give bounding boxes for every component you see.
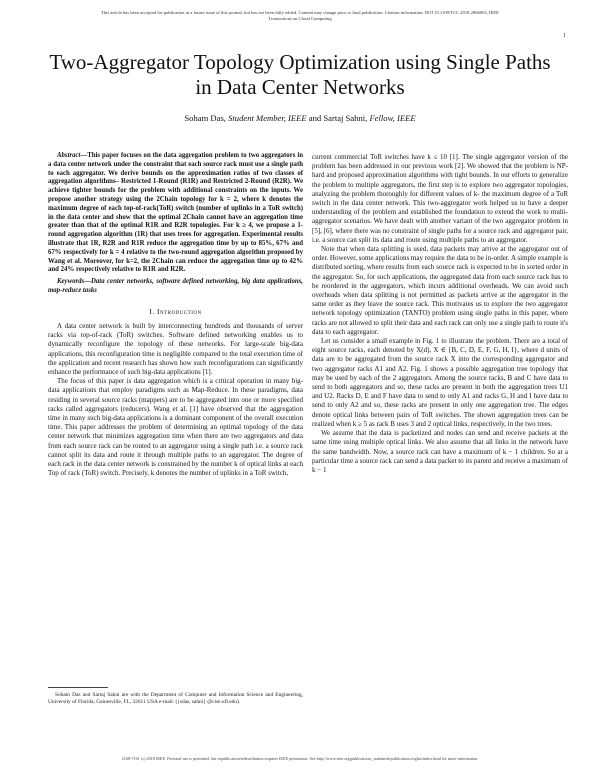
intro-paragraph-1: A data center network is built by interconnecting hundreds and thousands of server racks via top-of-rack (ToR) switches. Software defined networking enables us to dynamically reconfigure the topology of these networks. For large-scale big-data applications, this reconfiguration time is negligible compared to the total execution time of the application and recent research has shown how such reconfigurations can significantly enhance the performance of such big-data applications [1]. [48, 321, 303, 376]
page-number: 1 [563, 33, 566, 39]
section-heading-introduction: I. Introduction [149, 306, 202, 316]
abstract [48, 152, 303, 275]
author-line [40, 113, 560, 123]
author-1-name: Soham Das, [184, 113, 226, 123]
right-paragraph-1: current commercial ToR switches have k ≤ 10 [1]. The single aggregator version of the problem has been addressed in our previous work [2]. We showed that the problem is NP-hard and proposed approximation algorithms with tight bounds. In our efforts to generalize the problem to multiple aggregators, the first step is to explore two aggregator topologies, analyzing the problem thoroughly for different values of k- the maximum degree of a ToR switch in the data center network. This two-aggregator work helped us to have a deeper understanding of the problem and established the foundation to extend the work to multi-aggregator scenarios. We have dealt with another variant of the two aggregator problem in [5], [6], where there was no constraint of single paths for a source rack and aggregator pair, i.e. a source can split its data and route using multiple paths to an aggregator. [312, 153, 568, 244]
right-paragraph-2: Note that when data splitting is used, data packets may arrive at the aggregator out of order. However, some applications may require the data to be in-order. A simple example is distributed sorting, where results from each source rack is expected to be in sorted order in the aggregator. So, for such applications, the aggregated data from each source rack has to be reordered in the aggregators, which incurs additional overheads. We can avoid such overheads when data splitting is not permitted as packets arrive at the aggregator in the same order as they leave the source rack. This motivates us to explore the two aggregator network topology optimization (TANTO) problem using single paths in this paper, where racks are not allowed to split their data and each rack can only use a single path to route it's data to each aggregator. [312, 245, 568, 336]
author-2-role: Fellow, IEEE [369, 113, 416, 123]
publication-notice [30, 10, 570, 23]
author-1-role: Student Member, IEEE [228, 113, 307, 123]
author-2-name: Sartaj Sahni, [323, 113, 368, 123]
keywords [48, 278, 303, 296]
keywords-text: —Data center networks, software defined networking, big data applications, map-reduce tasks [48, 278, 303, 294]
right-paragraph-3: Let us consider a small example in Fig. 1 to illustrate the problem. There are a total of eight source racks, each denoted by X(d), X ∈ {B, C, D, E, F, G, H, I}, where d units of data are to be aggregated from the source rack X into the corresponding aggregator and two aggregator racks A1 and A2. Fig. 1 shows a possible aggregation tree topology that may be used by each of the 2 aggregators. Among the source racks, B and C have data to send to both aggregators and so, these racks are present in both the aggregation trees U1 and U2. Racks D, E and F have data to send to only A1 and racks G, H and I have data to send to only A2 and so, these racks are present in only one aggregation tree. The edges denote optical links between pairs of ToR switches. The shown aggregation trees can be realized when k ≥ 5 as rack B uses 3 and 2 optical links, respectively, in the two trees. [312, 337, 568, 428]
left-column [48, 152, 303, 478]
right-column [312, 153, 568, 475]
abstract-text: —This paper focuses on the data aggregation problem to two aggregators in a data center network under the constraint that each source rack must use a single path to each aggregator. We derive bounds on the approximation ratios of two classes of aggregation algorithms– Restricted 1-Round (R1R) and Restricted 2-Round (R2R). We achieve tighter bounds for the problem with additional constraints on the inputs. We propose another strategy using the 2Chain topology for k = 2, where k denotes the maximum degree of each top-of-rack(ToR) switch (number of uplinks in a ToR switch) in the data center and show that the optimal 2Chain cannot have an aggregation time greater than that of the optimal R1R and R2R topologies. For k ≥ 4, we propose a 1-round aggregation algorithm (1R) that uses trees for aggregation. Experimental results illustrate that 1R, R2R and R1R reduce the aggregation time by up to 85%, 67% and 67% respectively for k = 4 relative to the two-round aggregation algorithm proposed by Wang et al. Moreover, for k=2, the 2Chain can reduce the aggregation time up to 42% and 24% respectively relative to R1R and R2R. [48, 152, 303, 274]
keywords-lead: Keywords [57, 278, 85, 286]
author-footnote: Soham Das and Sartaj Sahni are with the Department of Computer and Information Science and Engineering, University of Florida, Gainesville, FL, 32611 USA e-mail: ({sdas, sahni} @cise.ufl.edu). [48, 692, 303, 705]
paper-title: Two-Aggregator Topology Optimization using Single Paths in Data Center Networks [49, 50, 551, 99]
author-conjunction: and [308, 113, 322, 123]
intro-paragraph-2: The focus of this paper is data aggregation which is a critical operation in many big-data applications that employ paradigms such as Map-Reduce. In these paradigms, data residing in several source racks (mappers) are to be aggregated into one or more specified racks called aggregators (reducers). Wang et al. [1] have observed that the aggregation time in many such big-data applications is a dominant component of the overall execution time. This paper addresses the problem of determining an optimal topology of the data center network that minimizes aggregation time when there are two aggregators and data from each source rack can be routed to an aggregator using a single path i.e. a source rack cannot split its data and route it through multiple paths to an aggregator. The degree of each rack in the data center network is constrained by the number k of optical links at each Top of rack (ToR) switch. Precisely, k denotes the number of uplinks in a ToR switch, [48, 377, 303, 478]
right-paragraph-4: We assume that the data is packetized and nodes can send and receive packets at the same time using multiple optical links. We also assume that all links in the network have the same bandwidth. Now, a source rack can have a maximum of k − 1 children. So at a particular time a source rack can send a data packet to its parent and receive a maximum of k − 1 [312, 429, 568, 474]
notice-line-2: Transactions on Cloud Computing [268, 16, 332, 22]
abstract-lead: Abstract [57, 152, 81, 159]
notice-line-1: This article has been accepted for publication in a future issue of this journal, but has not been fully edited. Content may change prior to final publication. Citation information: DOI 10.1109/TCC.2018.2866003, IEEE [101, 10, 499, 15]
footnote-rule [48, 687, 108, 688]
copyright-footer: 2168-7161 (c) 2018 IEEE. Personal use is permitted, but republication/redistribution requires IEEE permission. See http://www.ieee.org/publications_standards/publications/rights/index.html for more information. [121, 756, 479, 761]
